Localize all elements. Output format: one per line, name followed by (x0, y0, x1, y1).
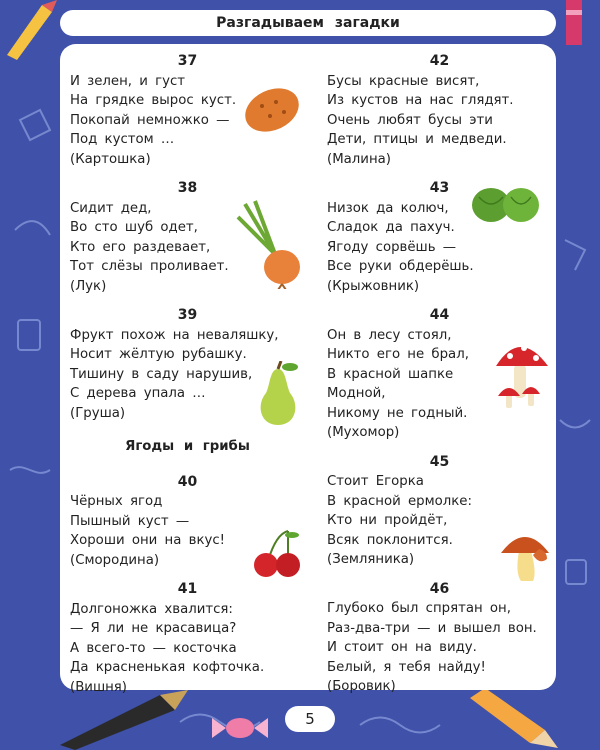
riddle-answer: (Боровик) (327, 679, 396, 694)
riddle-line: Из кустов на нас глядят. (327, 93, 514, 108)
riddle-answer: (Малина) (327, 151, 391, 167)
boletus-mushroom-icon (497, 525, 553, 585)
fly-agaric-mushroom-icon (492, 334, 552, 414)
riddle-line: Всяк поклонится. (327, 532, 453, 548)
pear-icon (248, 361, 308, 431)
riddle-line: Кто ни пройдёт, (327, 513, 448, 528)
riddle-number: 39 (177, 307, 198, 323)
riddle-number: 37 (177, 53, 198, 69)
riddle-answer: (Мухомор) (327, 425, 400, 440)
riddle-41 (70, 580, 305, 697)
riddle-line: Все руки обдерёшь. (327, 259, 474, 274)
potato-icon (240, 82, 304, 138)
riddle-line: Модной, (327, 386, 386, 401)
riddle-line: Носит жёлтую рубашку. (70, 347, 247, 362)
riddle-line: Белый, я тебя найду! (327, 659, 486, 675)
cherry-icon (248, 529, 308, 579)
riddle-number: 43 (429, 180, 450, 196)
riddle-38 (70, 179, 305, 296)
riddle-number: 45 (429, 453, 450, 470)
riddle-line: Низок да колюч, (327, 200, 449, 216)
riddle-line: Стоит Егорка (327, 474, 424, 489)
riddle-answer: (Смородина) (70, 552, 160, 568)
header-title: Разгадываем загадки (216, 15, 400, 31)
riddle-line: Пышный куст — (70, 513, 190, 529)
riddle-number: 42 (429, 53, 450, 69)
riddle-line: Под кустом … (70, 132, 175, 147)
riddle-number: 46 (429, 580, 450, 597)
riddle-line: Кто его раздевает, (70, 239, 211, 255)
riddle-37 (70, 52, 305, 169)
right-column (327, 52, 552, 707)
page-number-label: 5 (305, 710, 315, 728)
riddle-answer: (Крыжовник) (327, 278, 420, 294)
riddle-line: Хороши они на вкус! (70, 533, 225, 548)
riddle-39 (70, 306, 305, 423)
riddle-line: Дети, птицы и медведи. (327, 132, 507, 147)
page-header (60, 10, 556, 36)
riddle-line: Покопай немножко — (70, 112, 230, 128)
riddle-number: 44 (429, 307, 450, 323)
riddle-line: А всего-то — косточка (70, 640, 237, 656)
riddle-line: Он в лесу стоял, (327, 327, 452, 343)
riddle-line: Да красненькая кофточка. (70, 660, 265, 675)
page-number (285, 706, 335, 732)
riddle-line: Бусы красные висят, (327, 73, 480, 89)
onion-icon (230, 199, 310, 289)
riddle-45 (327, 453, 552, 570)
riddle-line: Сладок да пахуч. (327, 220, 455, 235)
riddle-line: Глубоко был спрятан он, (327, 601, 511, 616)
left-column (70, 52, 305, 707)
riddle-40 (70, 473, 305, 571)
riddle-line: Чёрных ягод (70, 494, 163, 509)
riddle-line: Очень любят бусы эти (327, 112, 493, 128)
crayon-decoration-top-right (556, 0, 596, 50)
riddle-line: В красной шапке (327, 366, 454, 382)
riddle-line: Во сто шуб одет, (70, 220, 198, 235)
riddle-46 (327, 580, 552, 697)
riddle-line: — Я ли не красавица? (70, 621, 237, 636)
riddle-line: И стоит он на виду. (327, 640, 477, 655)
riddle-line: С дерева упала … (70, 386, 206, 401)
section-title: Ягоды и грибы (125, 439, 250, 454)
riddle-44 (327, 306, 552, 443)
content-card (60, 44, 556, 695)
riddle-line: В красной ермолке: (327, 493, 472, 509)
riddle-number: 38 (177, 180, 198, 196)
riddle-number: 40 (177, 473, 198, 490)
riddle-line: Никто его не брал, (327, 347, 469, 362)
riddle-answer: (Лук) (70, 278, 107, 294)
riddle-number: 41 (177, 581, 198, 597)
riddle-answer: (Картошка) (70, 151, 151, 167)
riddle-line: Тот слёзы проливает. (70, 259, 229, 274)
riddle-line: Ягоду сорвёшь — (327, 239, 457, 255)
riddle-42 (327, 52, 552, 169)
riddle-answer: (Земляника) (327, 552, 415, 567)
riddle-line: Раз-два-три — и вышел вон. (327, 620, 537, 636)
riddle-answer: (Вишня) (70, 679, 127, 695)
riddle-line: Фрукт похож на неваляшку, (70, 327, 279, 343)
riddle-43 (327, 179, 552, 296)
gooseberry-icon (469, 181, 543, 225)
riddle-line: Тишину в саду нарушив, (70, 366, 253, 382)
riddle-line: И зелен, и густ (70, 73, 186, 89)
candy-decoration-bottom (210, 708, 270, 748)
pencil-decoration-top-left (2, 0, 62, 60)
riddle-answer: (Груша) (70, 405, 126, 421)
riddle-line: Сидит дед, (70, 200, 152, 216)
riddle-line: Никому не годный. (327, 405, 468, 421)
riddle-line: Долгоножка хвалится: (70, 601, 233, 617)
riddle-line: На грядке вырос куст. (70, 93, 237, 108)
